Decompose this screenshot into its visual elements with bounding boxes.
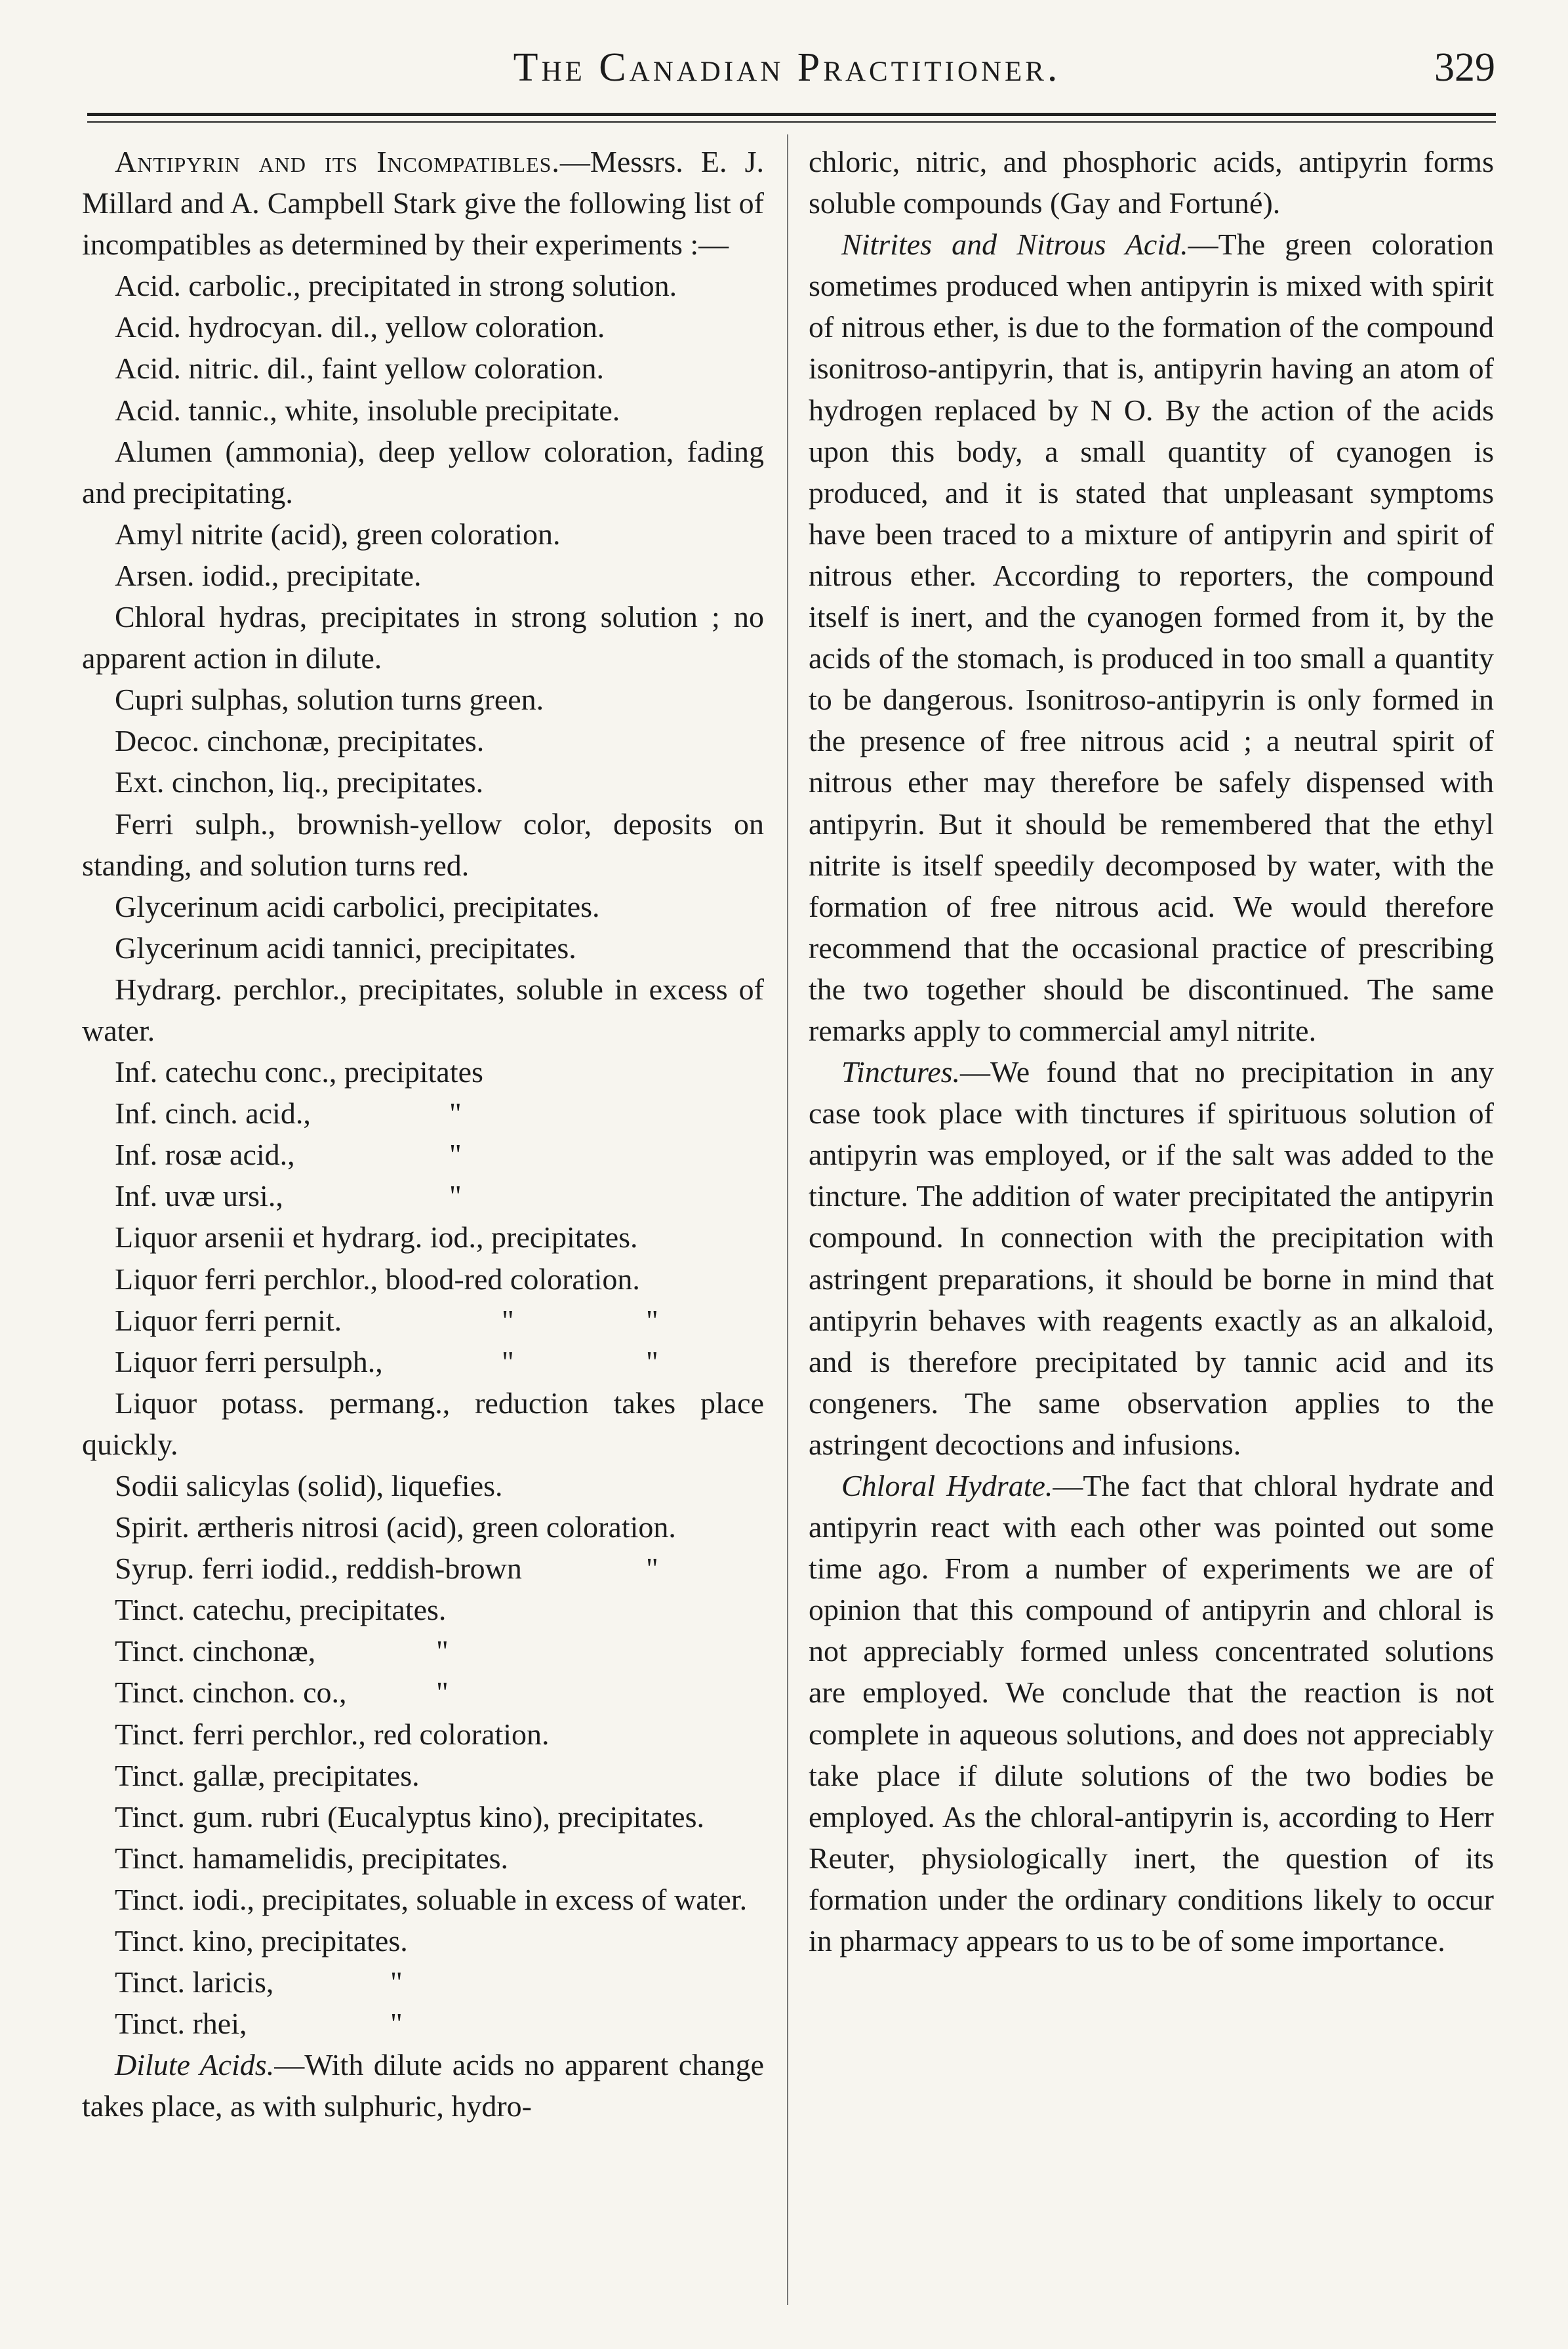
list-item bbox=[82, 1300, 764, 1341]
list-item bbox=[82, 1175, 764, 1216]
list-item: Tinct. hamamelidis, precipitates. bbox=[115, 1841, 509, 1875]
list-item: Tinct. ferri perchlor., red coloration. bbox=[115, 1717, 550, 1751]
list-item: Tinct. iodi., precipitates, soluable in excess of water. bbox=[115, 1882, 748, 1916]
dilute-acids-paragraph bbox=[82, 2044, 764, 2127]
list-item-text: Liquor ferri persulph., bbox=[115, 1344, 383, 1378]
header-rule-thin bbox=[87, 121, 1496, 123]
ditto-mark: " bbox=[436, 1634, 449, 1668]
chloral-text: —The fact that chloral hydrate and antipyrin react with each other was pointed out some time ago. From a number of experiments we are of opinion that this compound of antipyrin and chloral is not appreciably formed unless concentrated solutions are employed. We conclude that the reaction is not complete in aqueous solutions, and does not appreciably take place if dilute solutions of the two bodies be employed. As the chloral-antipyrin is, according to Herr Reuter, physiologically inert, the question of its formation under the ordinary conditions likely to occur in pharmacy appears to us to be of some importance. bbox=[809, 1469, 1494, 1958]
list-item: Liquor potass. permang., reduction takes place quickly. bbox=[82, 1386, 764, 1461]
left-column bbox=[82, 141, 764, 2127]
nitrites-heading: Nitrites and Nitrous Acid. bbox=[841, 228, 1188, 262]
list-item bbox=[82, 1672, 764, 1713]
list-item bbox=[82, 1341, 764, 1382]
list-item: Acid. hydrocyan. dil., yellow coloration. bbox=[115, 310, 605, 344]
list-item: Glycerinum acidi tannici, precipitates. bbox=[115, 931, 576, 965]
list-item: Spirit. ærtheris nitrosi (acid), green coloration. bbox=[115, 1510, 676, 1544]
list-item bbox=[82, 1630, 764, 1672]
list-item: Ext. cinchon, liq., precipitates. bbox=[115, 765, 484, 799]
list-item: Sodii salicylas (solid), liquefies. bbox=[115, 1469, 503, 1502]
list-item: Tinct. gallæ, precipitates. bbox=[115, 1758, 420, 1792]
list-item: Liquor ferri perchlor., blood-red coloration. bbox=[115, 1262, 640, 1296]
list-item: Tinct. kino, precipitates. bbox=[115, 1924, 408, 1958]
list-item: Amyl nitrite (acid), green coloration. bbox=[115, 517, 561, 551]
ditto-mark: " bbox=[646, 1303, 658, 1337]
running-header bbox=[79, 45, 1495, 110]
antipyrin-intro-text: —Messrs. E. J. Millard and A. Campbell Stark give the following list of incompatibles as determined by their experiments :— bbox=[82, 145, 764, 262]
list-item: Alumen (ammonia), deep yellow coloration, fading and precipitating. bbox=[82, 434, 764, 510]
list-item bbox=[82, 1961, 764, 2003]
ditto-mark: " bbox=[449, 1138, 462, 1172]
list-item bbox=[82, 1548, 764, 1589]
tinctures-heading: Tinctures. bbox=[841, 1055, 961, 1089]
list-item: Glycerinum acidi carbolici, precipitates. bbox=[115, 889, 600, 923]
ditto-mark: " bbox=[390, 1965, 403, 1999]
right-column bbox=[809, 141, 1494, 1961]
list-item: Tinct. gum. rubri (Eucalyptus kino), precipitates. bbox=[115, 1799, 704, 1834]
ditto-mark: " bbox=[449, 1096, 462, 1131]
list-item: Acid. carbolic., precipitated in strong solution. bbox=[115, 269, 677, 303]
list-item: Acid. tannic., white, insoluble precipitate. bbox=[115, 393, 620, 427]
list-item-text: Inf. catechu conc., precipitates bbox=[115, 1055, 483, 1089]
ditto-mark: " bbox=[502, 1344, 514, 1378]
list-item-text: Tinct. cinchonæ, bbox=[115, 1634, 316, 1668]
list-item-text: Tinct. rhei, bbox=[115, 2007, 247, 2041]
header-rule-thick bbox=[87, 113, 1496, 116]
page-number: 329 bbox=[1434, 45, 1495, 90]
dilute-acids-text: —With dilute acids no apparent change takes place, as with sulphuric, hydro- bbox=[82, 2048, 764, 2123]
list-item bbox=[82, 1051, 764, 1093]
ditto-mark: " bbox=[436, 1676, 449, 1710]
list-item: Ferri sulph., brownish-yellow color, deposits on standing, and solution turns red. bbox=[82, 807, 764, 882]
list-item bbox=[82, 1093, 764, 1134]
list-item-text: Tinct. cinchon. co., bbox=[115, 1676, 347, 1710]
list-item: Tinct. catechu, precipitates. bbox=[115, 1593, 447, 1627]
chloral-paragraph bbox=[809, 1465, 1494, 1961]
list-item bbox=[82, 1134, 764, 1175]
list-item: Decoc. cinchonæ, precipitates. bbox=[115, 724, 485, 758]
ditto-mark: " bbox=[646, 1344, 658, 1378]
list-item bbox=[82, 2003, 764, 2044]
list-item: Arsen. iodid., precipitate. bbox=[115, 558, 422, 592]
list-item-text: Tinct. laricis, bbox=[115, 1965, 274, 1999]
antipyrin-heading: Antipyrin and its Incompatibles. bbox=[115, 145, 560, 178]
chloral-heading: Chloral Hydrate. bbox=[841, 1469, 1053, 1502]
nitrites-text: —The green coloration sometimes produced when antipyrin is mixed with spirit of nitrous ether, is due to the formation of the compound isonitroso-antipyrin, that is, antipyrin having an atom of hydrogen replaced by N O. By the action of the acids upon this body, a small quantity of cyanogen is produced, and it is stated that unpleasant symptoms have been traced to a mixture of antipyrin and spirit of nitrous ether. According to reporters, the compound itself is inert, and the cyanogen formed from it, by the acids of the stomach, is produced in too small a quantity to be dangerous. Isonitroso-antipyrin is only formed in the presence of free nitrous acid ; a neutral spirit of nitrous ether may therefore be safely dispensed with antipyrin. But it should be remembered that the ethyl nitrite is itself speedily decomposed by water, with the formation of free nitrous acid. We would therefore recommend that the occasional practice of prescribing the two together should be discontinued. The same remarks apply to commercial amyl nitrite. bbox=[809, 228, 1495, 1047]
list-item-text: Inf. uvæ ursi., bbox=[115, 1179, 283, 1213]
list-item: Liquor arsenii et hydrarg. iod., precipitates. bbox=[115, 1220, 638, 1255]
ditto-mark: " bbox=[646, 1552, 658, 1586]
list-item: Cupri sulphas, solution turns green. bbox=[115, 683, 544, 717]
list-item: Acid. nitric. dil., faint yellow coloration. bbox=[115, 351, 605, 386]
ditto-mark: " bbox=[390, 2007, 403, 2041]
tinctures-text: —We found that no precipitation in any case took place with tinctures if spirituous solution of antipyrin was employed, or if the salt was added to the tincture. The addition of water precipitated the antipyrin compound. In connection with the precipitation with astringent preparations, it should be borne in mind that antipyrin behaves with reagents exactly as an alkaloid, and is therefore precipitated by tannic acid and its congeners. The same observation applies to the astringent decoctions and infusions. bbox=[809, 1055, 1494, 1461]
list-item-text: Liquor ferri pernit. bbox=[115, 1303, 342, 1337]
list-item-text: Inf. rosæ acid., bbox=[115, 1138, 295, 1172]
continuation-paragraph: chloric, nitric, and phosphoric acids, antipyrin forms soluble compounds (Gay and Fortuné). bbox=[809, 145, 1494, 220]
list-item-text: Inf. cinch. acid., bbox=[115, 1096, 311, 1131]
column-divider bbox=[787, 134, 788, 2305]
ditto-mark: " bbox=[449, 1179, 462, 1213]
list-item: Chloral hydras, precipitates in strong solution ; no apparent action in dilute. bbox=[82, 600, 764, 675]
dilute-acids-heading: Dilute Acids. bbox=[115, 2048, 275, 2082]
list-item: Hydrarg. perchlor., precipitates, soluble in excess of water. bbox=[82, 972, 764, 1047]
ditto-mark: " bbox=[502, 1303, 514, 1337]
antipyrin-intro-paragraph bbox=[82, 141, 764, 265]
nitrites-paragraph bbox=[809, 224, 1494, 1051]
journal-title: The Canadian Practitioner. bbox=[513, 45, 1061, 90]
tinctures-paragraph bbox=[809, 1051, 1494, 1465]
list-item-text: Syrup. ferri iodid., reddish-brown bbox=[115, 1552, 522, 1586]
